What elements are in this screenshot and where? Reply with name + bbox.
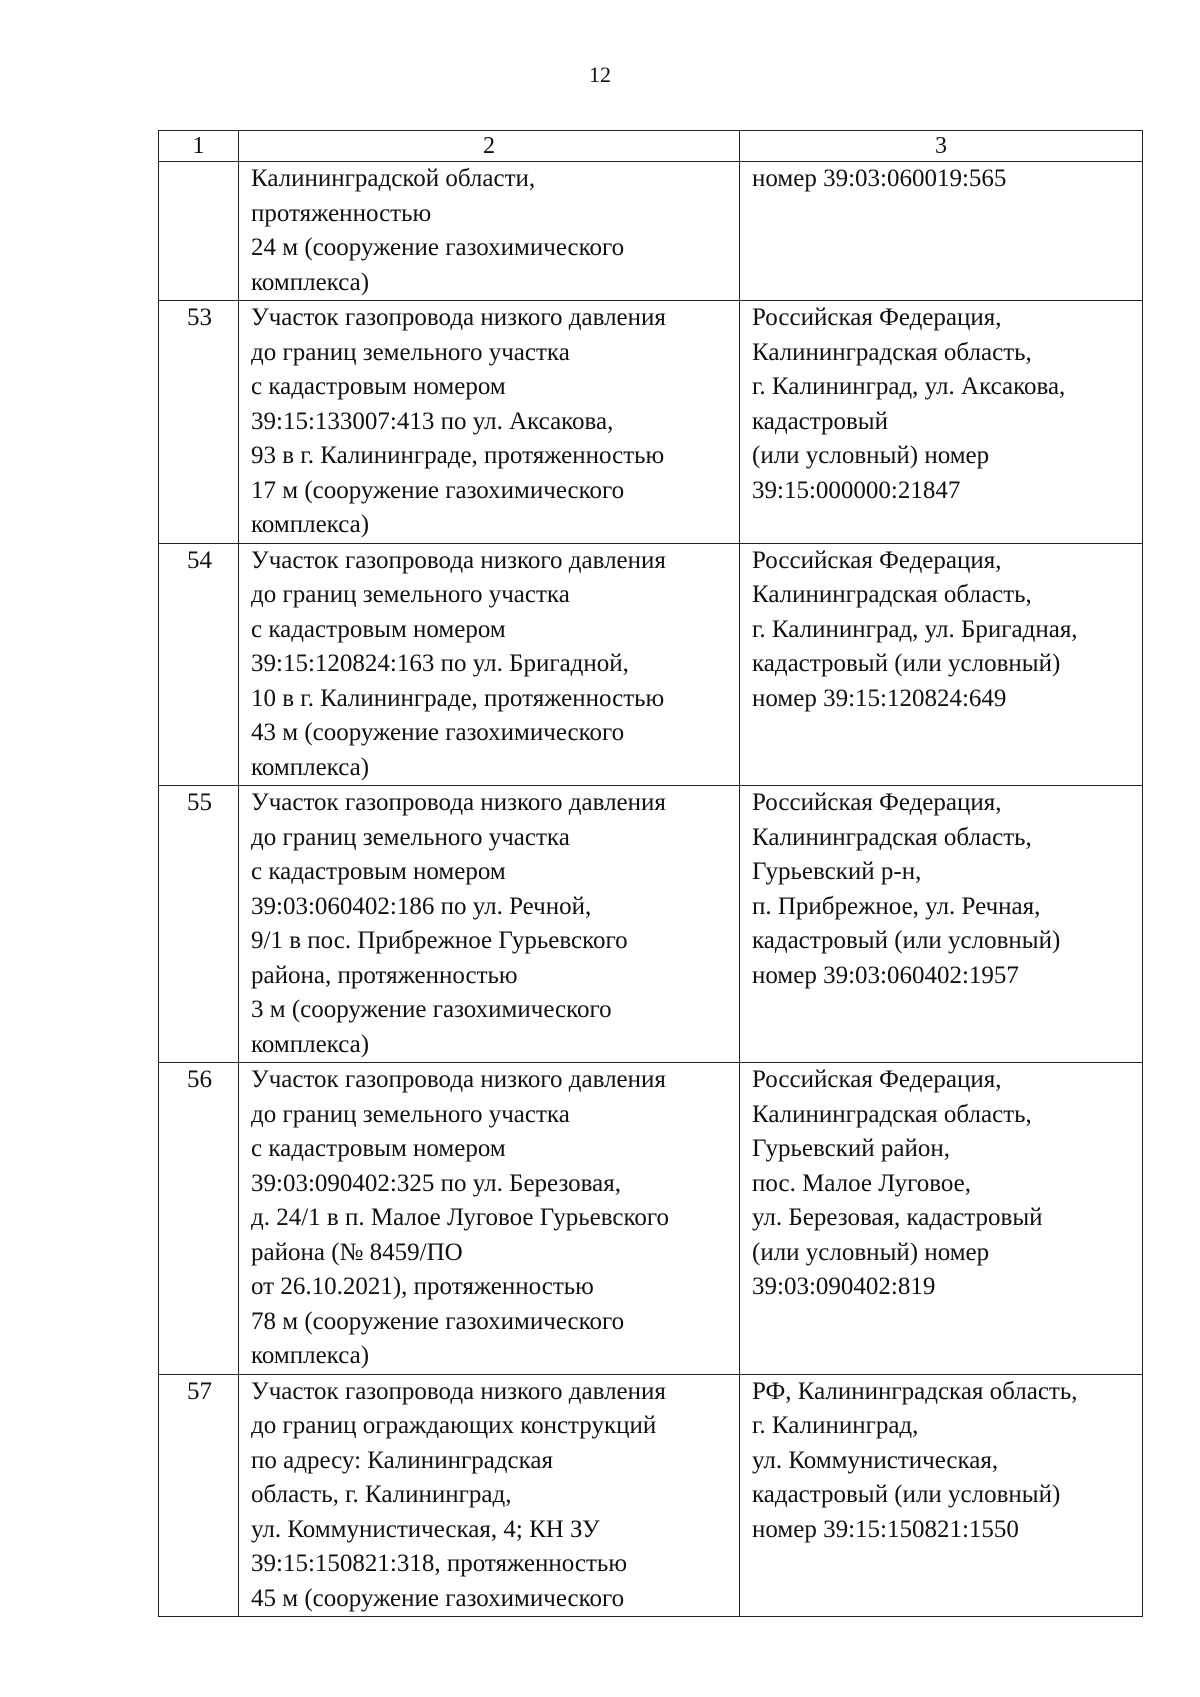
description-line: с кадастровым номером xyxy=(251,373,506,400)
description-line: района, протяженностью xyxy=(251,961,518,989)
page-number: 12 xyxy=(589,62,611,87)
location-line: 39:03:090402:819 xyxy=(752,1273,936,1300)
description-line: до границ земельного участка xyxy=(251,1100,570,1128)
description-line: д. 24/1 в п. Малое Луговое Гурьевского xyxy=(251,1204,670,1231)
object-location-cell xyxy=(740,162,1143,301)
description-line: комплекса) xyxy=(251,511,370,538)
description-line: Участок газопровода низкого давления xyxy=(251,546,666,574)
row-number: 53 xyxy=(159,301,239,544)
location-line: Калининградская область, xyxy=(752,823,1032,851)
location-line: номер 39:15:120824:649 xyxy=(752,684,1007,712)
description-line: с кадастровым номером xyxy=(251,615,506,643)
location-line: кадастровый (или условный) xyxy=(752,1481,1061,1508)
description-line: Участок газопровода низкого давления xyxy=(251,304,666,331)
table-row xyxy=(159,1063,1143,1375)
description-line: до границ земельного участка xyxy=(251,823,570,851)
description-line: ул. Коммунистическая, 4; КН ЗУ xyxy=(251,1515,600,1543)
location-line: кадастровый (или условный) xyxy=(752,650,1061,677)
description-line: 9/1 в пос. Прибрежное Гурьевского xyxy=(251,927,628,954)
location-line: 39:15:000000:21847 xyxy=(752,476,961,504)
location-line: Российская Федерация, xyxy=(752,546,1002,574)
description-line: с кадастровым номером xyxy=(251,858,506,885)
object-location-cell xyxy=(740,786,1143,1063)
description-line: комплекса) xyxy=(251,1342,370,1369)
objects-table xyxy=(158,130,1143,1617)
object-description-cell xyxy=(239,301,740,544)
location-line: г. Калининград, ул. Аксакова, xyxy=(752,373,1066,400)
column-header-2: 2 xyxy=(239,131,740,162)
location-line: Российская Федерация, xyxy=(752,1066,1002,1093)
description-line: комплекса) xyxy=(251,268,370,296)
object-description-cell xyxy=(239,543,740,786)
table-row xyxy=(159,301,1143,544)
column-header-1: 1 xyxy=(159,131,239,162)
description-line: протяженностью xyxy=(251,199,432,227)
location-line: Российская Федерация, xyxy=(752,304,1002,331)
description-line: от 26.10.2021), протяженностью xyxy=(251,1273,594,1300)
table-body xyxy=(159,162,1143,1617)
description-line: с кадастровым номером xyxy=(251,1135,506,1162)
description-line: 93 в г. Калининграде, протяженностью xyxy=(251,442,665,469)
description-line: область, г. Калининград, xyxy=(251,1481,512,1508)
description-line: района (№ 8459/ПО xyxy=(251,1238,463,1266)
object-description-cell xyxy=(239,786,740,1063)
table-row xyxy=(159,1374,1143,1617)
location-line: (или условный) номер xyxy=(752,1238,990,1266)
table-row xyxy=(159,162,1143,301)
description-line: 39:15:150821:318, протяженностью xyxy=(251,1550,628,1577)
location-line: Калининградская область, xyxy=(752,1100,1032,1128)
table-row xyxy=(159,786,1143,1063)
description-line: 39:15:133007:413 по ул. Аксакова, xyxy=(251,407,614,435)
location-line: номер 39:03:060019:565 xyxy=(752,165,1007,192)
location-line: Российская Федерация, xyxy=(752,789,1002,816)
location-line: Калининградская область, xyxy=(752,581,1032,608)
description-line: до границ ограждающих конструкций xyxy=(251,1412,657,1439)
location-line: кадастровый (или условный) xyxy=(752,927,1061,954)
table-header-row xyxy=(159,131,1143,162)
description-line: 78 м (сооружение газохимического xyxy=(251,1307,625,1335)
column-header-3: 3 xyxy=(740,131,1143,162)
location-line: г. Калининград, ул. Бригадная, xyxy=(752,615,1078,643)
description-line: до границ земельного участка xyxy=(251,581,570,608)
location-line: номер 39:15:150821:1550 xyxy=(752,1515,1019,1543)
description-line: 39:03:090402:325 по ул. Березовая, xyxy=(251,1169,621,1197)
row-number: 55 xyxy=(159,786,239,1063)
location-line: Гурьевский р-н, xyxy=(752,858,922,885)
description-line: 24 м (сооружение газохимического xyxy=(251,234,625,261)
location-line: ул. Березовая, кадастровый xyxy=(752,1204,1043,1231)
description-line: по адресу: Калининградская xyxy=(251,1446,553,1474)
description-line: 3 м (сооружение газохимического xyxy=(251,996,612,1023)
row-number: 57 xyxy=(159,1374,239,1617)
object-description-cell xyxy=(239,1374,740,1617)
description-line: 39:03:060402:186 по ул. Речной, xyxy=(251,892,592,920)
description-line: Участок газопровода низкого давления xyxy=(251,1066,666,1093)
location-line: Калининградская область, xyxy=(752,338,1032,366)
location-line: п. Прибрежное, ул. Речная, xyxy=(752,892,1041,920)
location-line: пос. Малое Луговое, xyxy=(752,1169,972,1197)
description-line: 10 в г. Калининграде, протяженностью xyxy=(251,684,665,712)
description-line: 17 м (сооружение газохимического xyxy=(251,476,625,504)
location-line: РФ, Калининградская область, xyxy=(752,1377,1078,1405)
location-line: (или условный) номер xyxy=(752,442,990,469)
row-number xyxy=(159,162,239,301)
description-line: 39:15:120824:163 по ул. Бригадной, xyxy=(251,650,629,677)
table-row xyxy=(159,543,1143,786)
description-line: 43 м (сооружение газохимического xyxy=(251,719,625,746)
row-number: 56 xyxy=(159,1063,239,1375)
location-line: номер 39:03:060402:1957 xyxy=(752,961,1019,989)
description-line: Участок газопровода низкого давления xyxy=(251,789,666,816)
location-line: г. Калининград, xyxy=(752,1412,919,1439)
location-line: ул. Коммунистическая, xyxy=(752,1446,999,1474)
description-line: до границ земельного участка xyxy=(251,338,570,366)
object-location-cell xyxy=(740,1063,1143,1375)
description-line: комплекса) xyxy=(251,753,370,781)
description-line: Калининградской области, xyxy=(251,165,536,192)
description-line: 45 м (сооружение газохимического xyxy=(251,1584,625,1612)
object-description-cell xyxy=(239,1063,740,1375)
object-description-cell xyxy=(239,162,740,301)
description-line: комплекса) xyxy=(251,1030,370,1058)
object-location-cell xyxy=(740,301,1143,544)
description-line: Участок газопровода низкого давления xyxy=(251,1377,666,1405)
object-location-cell xyxy=(740,1374,1143,1617)
location-line: кадастровый xyxy=(752,407,888,435)
location-line: Гурьевский район, xyxy=(752,1135,951,1162)
row-number: 54 xyxy=(159,543,239,786)
object-location-cell xyxy=(740,543,1143,786)
